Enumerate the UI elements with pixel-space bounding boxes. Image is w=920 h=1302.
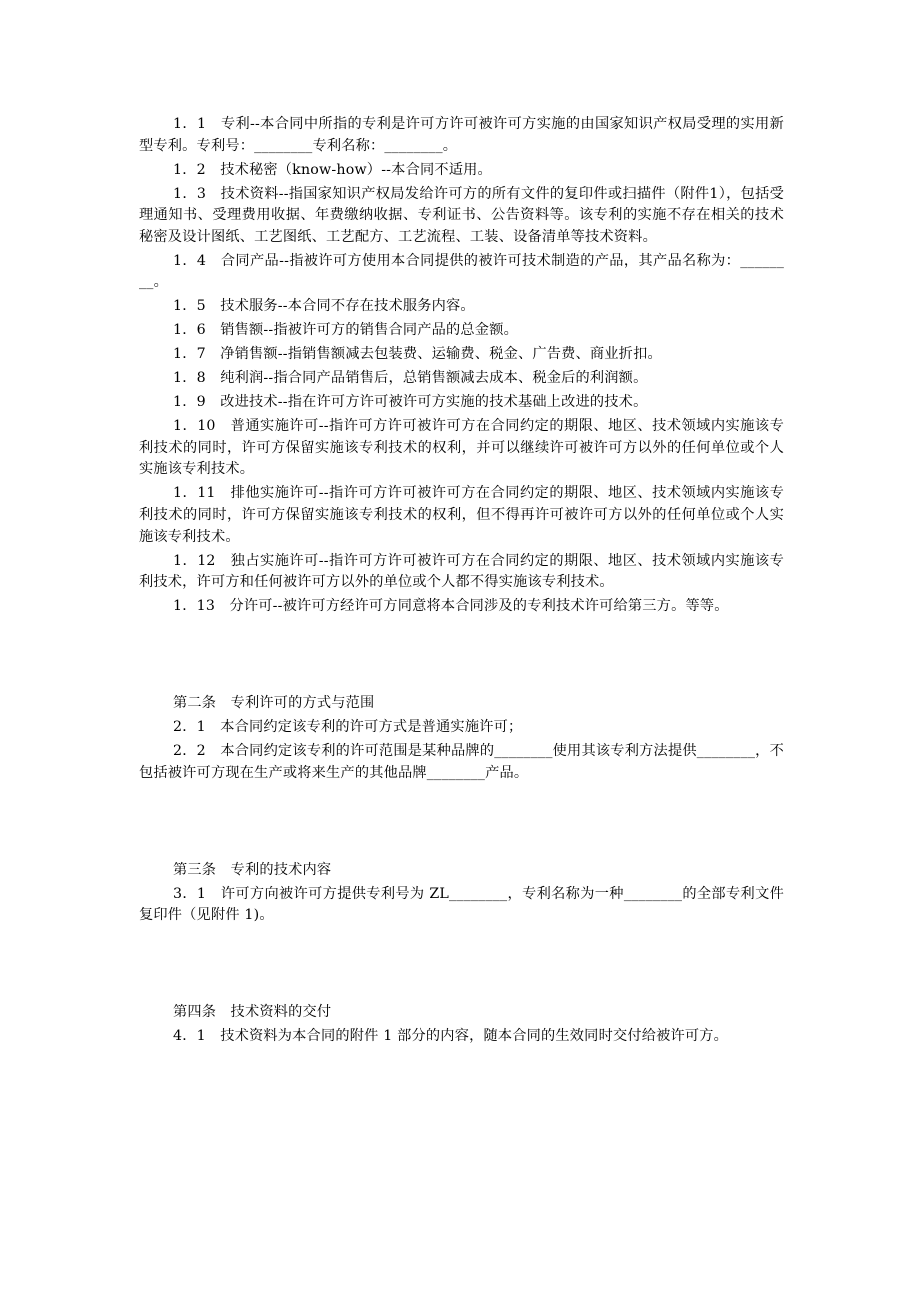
clause-2-1: 2．1 本合同约定该专利的许可方式是普通实施许可； <box>173 719 523 736</box>
clause-1-13: 1．13 分许可--被许可方经许可方同意将本合同涉及的专利技术许可给第三方。等等。 <box>173 598 729 615</box>
section-2 <box>139 693 784 784</box>
clause-1-9: 1．9 改进技术--指在许可方许可被许可方实施的技术基础上改进的技术。 <box>173 394 648 411</box>
clause-2-2: 2．2 本合同约定该专利的许可范围是某种品牌的________使用其该专利方法提供________，不包括被许可方现在生产或将来生产的其他品牌________产品。 <box>139 743 784 781</box>
section-4-heading: 第四条 技术资料的交付 <box>173 1004 332 1021</box>
clause-1-1: 1．1 专利--本合同中所指的专利是许可方许可被许可方实施的由国家知识产权局受理的实用新型专利。专利号：________专利名称：________。 <box>139 116 784 154</box>
clause-1-5: 1．5 技术服务--本合同不存在技术服务内容。 <box>173 298 475 315</box>
clause-1-2: 1．2 技术秘密（know-how）--本合同不适用。 <box>173 161 492 178</box>
clause-1-10: 1．10 普通实施许可--指许可方许可被许可方在合同约定的期限、地区、技术领域内实施该专利技术的同时，许可方保留实施该专利技术的权利，并可以继续许可被许可方以外的任何单位或个人实施该专利技术。 <box>139 418 784 478</box>
clause-1-11: 1．11 排他实施许可--指许可方许可被许可方在合同约定的期限、地区、技术领域内实施该专利技术的同时，许可方保留实施该专利技术的权利，但不得再许可被许可方以外的任何单位或个人实施该专利技术。 <box>139 485 784 545</box>
clause-1-3: 1．3 技术资料--指国家知识产权局发给许可方的所有文件的复印件或扫描件（附件1），包括受理通知书、受理费用收据、年费缴纳收据、专利证书、公告资料等。该专利的实施不存在相关的技术秘密及设计图纸、工艺图纸、工艺配方、工艺流程、工装、设备清单等技术资料。 <box>139 185 784 245</box>
clause-1-4: 1．4 合同产品--指被许可方使用本合同提供的被许可技术制造的产品，其产品名称为：________。 <box>139 252 784 291</box>
section-3-heading: 第三条 专利的技术内容 <box>173 861 332 878</box>
section-3 <box>139 860 784 927</box>
clause-1-12: 1．12 独占实施许可--指许可方许可被许可方在合同约定的期限、地区、技术领域内实施该专利技术，许可方和任何被许可方以外的单位或个人都不得实施该专利技术。 <box>139 552 784 591</box>
clause-4-1: 4．1 技术资料为本合同的附件 1 部分的内容，随本合同的生效同时交付给被许可方。 <box>173 1028 729 1045</box>
spacer <box>139 620 784 693</box>
section-1 <box>139 114 784 618</box>
spacer <box>139 929 784 1002</box>
clause-1-8: 1．8 纯利润--指合同产品销售后，总销售额减去成本、税金后的利润额。 <box>173 370 648 387</box>
document-page <box>139 114 784 1050</box>
clause-1-7: 1．7 净销售额--指销售额减去包装费、运输费、税金、广告费、商业折扣。 <box>173 346 662 363</box>
section-2-heading: 第二条 专利许可的方式与范围 <box>173 695 375 712</box>
clause-3-1: 3．1 许可方向被许可方提供专利号为 ZL________，专利名称为一种________的全部专利文件复印件（见附件 1)。 <box>139 885 784 924</box>
clause-1-6: 1．6 销售额--指被许可方的销售合同产品的总金额。 <box>173 322 518 339</box>
spacer <box>139 787 784 860</box>
section-4 <box>139 1002 784 1048</box>
